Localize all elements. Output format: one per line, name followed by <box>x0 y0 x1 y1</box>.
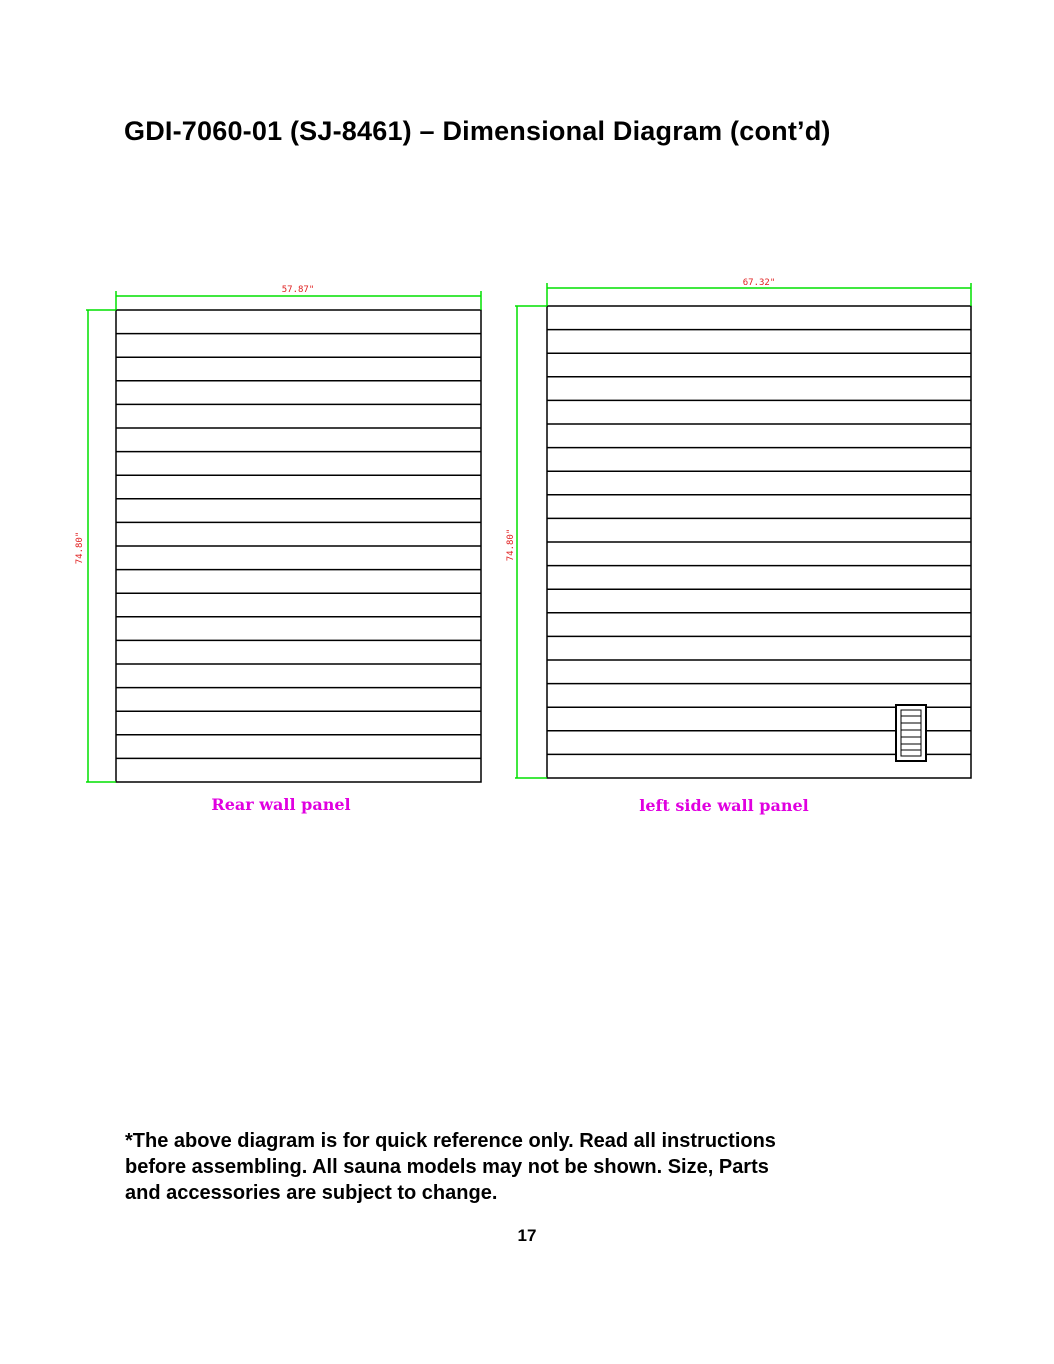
disclaimer-note <box>125 1128 905 1206</box>
left-panel-boards <box>547 330 971 755</box>
rear-height-dim-text: 74.80" <box>75 531 85 565</box>
vent-icon <box>896 705 926 761</box>
rear-width-dim-text: 57.87" <box>281 285 315 295</box>
left-side-wall-panel <box>506 278 971 815</box>
left-height-dimension <box>506 306 547 778</box>
page-title: GDI-7060-01 (SJ-8461) – Dimensional Diagram (cont’d) <box>124 116 831 146</box>
rear-wall-panel <box>75 285 481 814</box>
rear-height-dimension <box>75 310 116 782</box>
page-number: 17 <box>517 1226 537 1245</box>
rear-panel-boards <box>116 334 481 759</box>
left-width-dim-text: 67.32" <box>742 278 776 288</box>
note-line-1: *The above diagram is for quick reference only. Read all instructions <box>125 1130 776 1152</box>
note-line-2: before assembling. All sauna models may not be shown. Size, Parts <box>125 1156 769 1178</box>
left-height-dim-text: 74.80" <box>506 528 516 562</box>
rear-width-dimension <box>116 285 481 310</box>
left-panel-label: left side wall panel <box>639 796 809 815</box>
note-line-3: and accessories are subject to change. <box>125 1182 498 1204</box>
left-width-dimension <box>547 278 971 306</box>
rear-panel-label: Rear wall panel <box>211 795 351 814</box>
